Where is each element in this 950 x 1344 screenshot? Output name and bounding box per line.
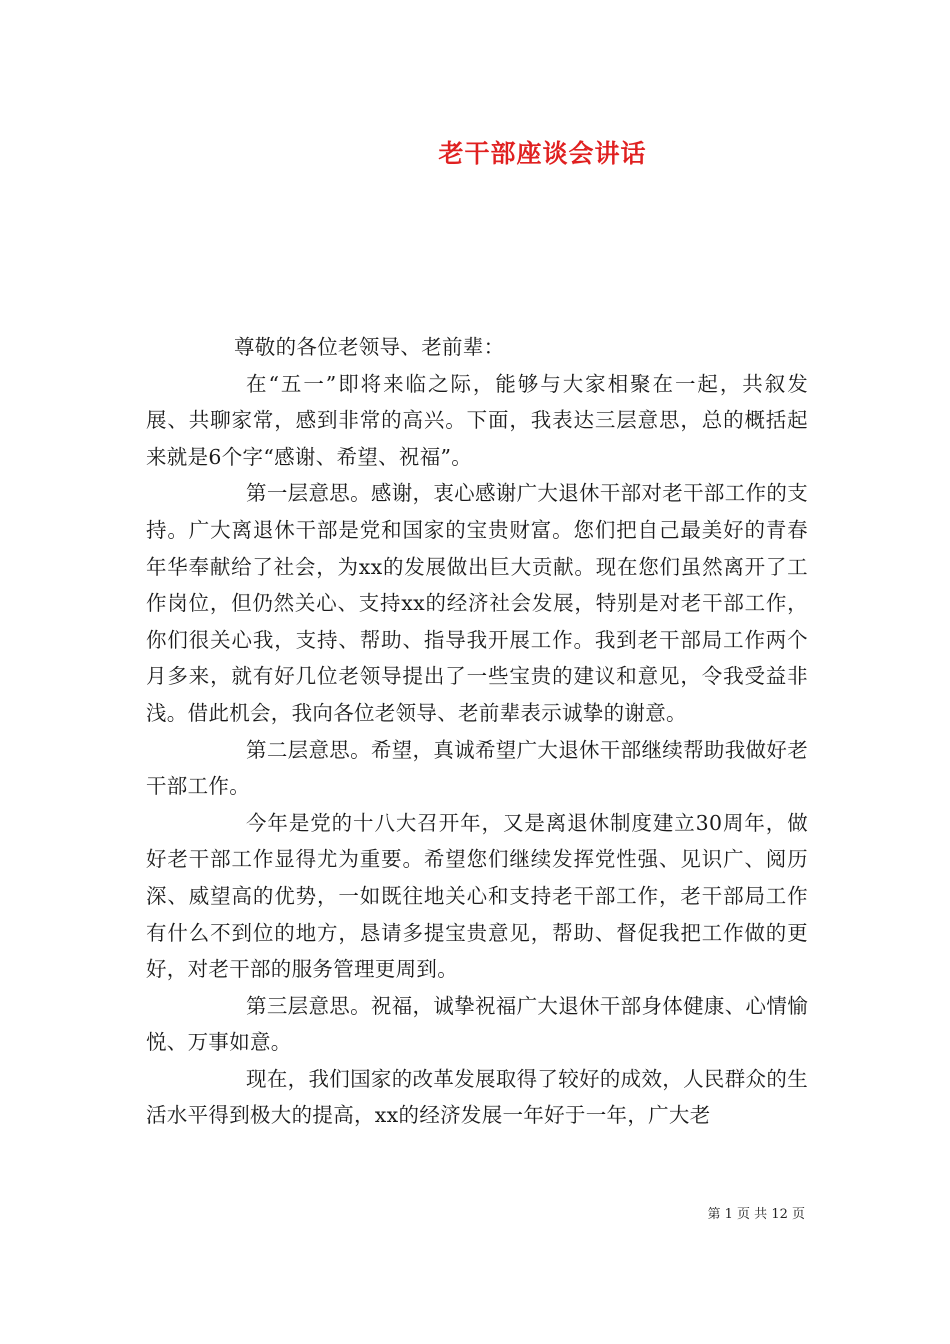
page-number: 第 1 页 共 12 页	[707, 1207, 805, 1222]
document-body	[146, 329, 808, 1134]
paragraph-3: 第二层意思。希望，真诚希望广大退休干部继续帮助我做好老干部工作。	[146, 737, 808, 799]
paragraph-1: 在“五一”即将来临之际，能够与大家相聚在一起，共叙发展、共聊家常，感到非常的高兴。下面，我表达三层意思，总的概括起来就是6个字“感谢、希望、祝福”。	[146, 371, 808, 469]
paragraph-5: 第三层意思。祝福，诚挚祝福广大退休干部身体健康、心情愉悦、万事如意。	[146, 993, 808, 1055]
salutation: 尊敬的各位老领导、老前辈：	[234, 335, 505, 359]
paragraph-2: 第一层意思。感谢，衷心感谢广大退休干部对老干部工作的支持。广大离退休干部是党和国家的宝贵财富。您们把自己最美好的青春年华奉献给了社会，为xx的发展做出巨大贡献。现在您们虽然离开了工作岗位，但仍然关心、支持xx的经济社会发展，特别是对老干部工作，你们很关心我，支持、帮助、指导我开展工作。我到老干部局工作两个月多来，就有好几位老领导提出了一些宝贵的建议和意见，令我受益非浅。借此机会，我向各位老领导、老前辈表示诚挚的谢意。	[146, 481, 808, 725]
document-title: 老干部座谈会讲话	[438, 139, 647, 168]
paragraph-4: 今年是党的十八大召开年，又是离退休制度建立30周年，做好老干部工作显得尤为重要。希望您们继续发挥党性强、见识广、阅历深、威望高的优势，一如既往地关心和支持老干部工作，老干部局工作有什么不到位的地方，恳请多提宝贵意见，帮助、督促我把工作做的更好，对老干部的服务管理更周到。	[146, 810, 808, 982]
paragraph-6: 现在，我们国家的改革发展取得了较好的成效，人民群众的生活水平得到极大的提高，xx的经济发展一年好于一年，广大老	[146, 1066, 808, 1128]
